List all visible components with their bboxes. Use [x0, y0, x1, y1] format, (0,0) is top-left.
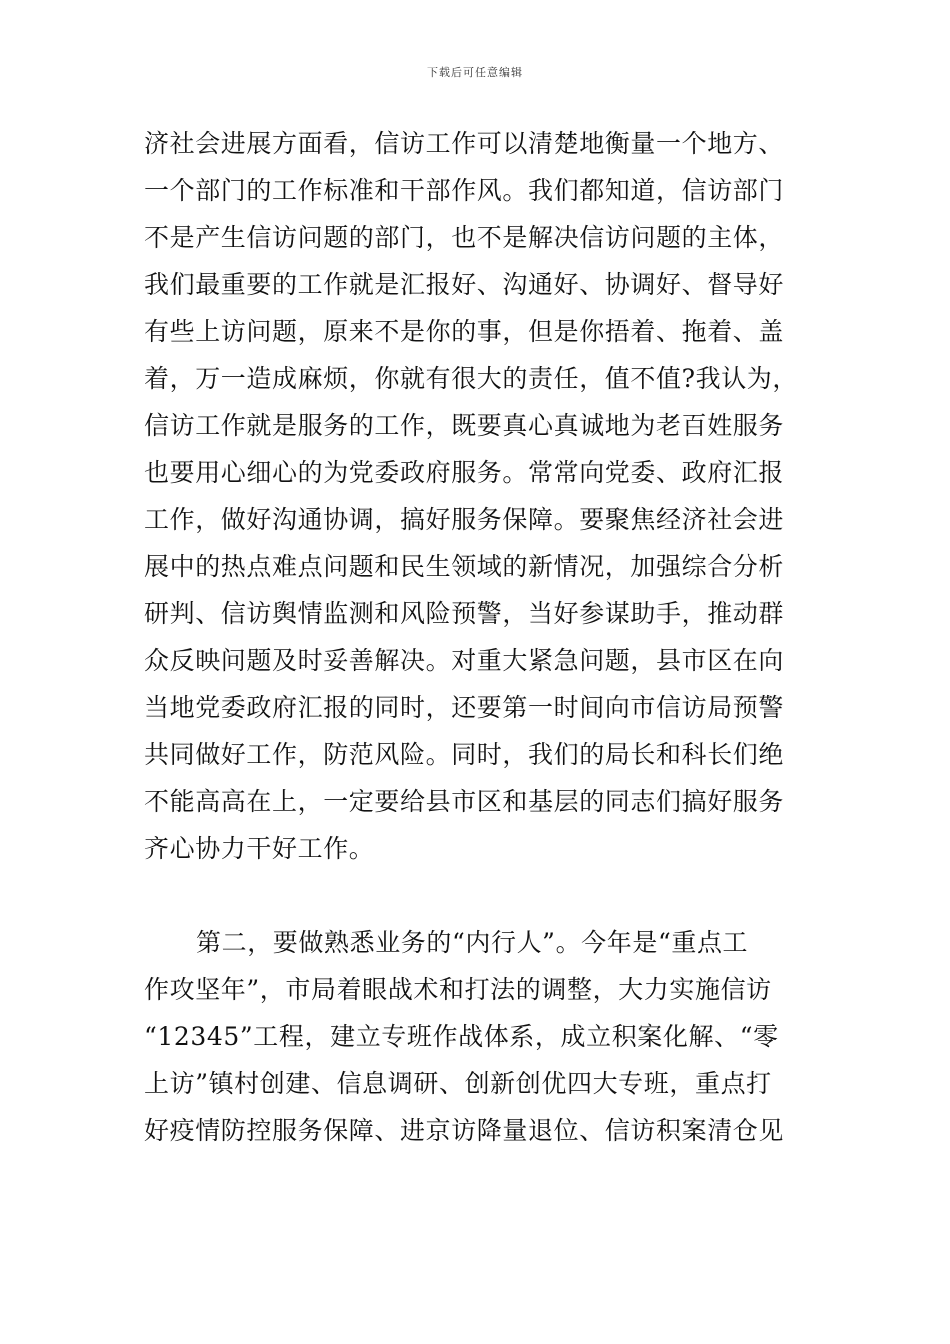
text-line: 众反映问题及时妥善解决。对重大紧急问题，县市区在向 — [144, 646, 785, 675]
text-line: 着，万一造成麻烦，你就有很大的责任，值不值?我认为， — [144, 364, 799, 393]
text-line: 好疫情防控服务保障、进京访降量退位、信访积案清仓见 — [144, 1116, 785, 1145]
paragraph-gap — [144, 880, 824, 927]
paragraph-2 — [144, 927, 824, 1146]
text-line: 信访工作就是服务的工作，既要真心真诚地为老百姓服务 — [144, 411, 785, 440]
text-line: 齐心协力干好工作。 — [144, 834, 375, 863]
text-line: 不能高高在上，一定要给县市区和基层的同志们搞好服务 — [144, 787, 785, 816]
text-line: 当地党委政府汇报的同时，还要第一时间向市信访局预警 — [144, 693, 785, 722]
text-line: 工作，做好沟通协调，搞好服务保障。要聚焦经济社会进 — [144, 505, 785, 534]
text-line: “12345”工程，建立专班作战体系，成立积案化解、“零 — [144, 1022, 779, 1051]
text-line-indented: 第二，要做熟悉业务的“内行人”。今年是“重点工 — [196, 928, 749, 957]
paragraph-1 — [144, 128, 824, 864]
text-line: 上访”镇村创建、信息调研、创新创优四大专班，重点打 — [144, 1069, 772, 1098]
text-line: 也要用心细心的为党委政府服务。常常向党委、政府汇报 — [144, 458, 785, 487]
text-line: 有些上访问题，原来不是你的事，但是你捂着、拖着、盖 — [144, 317, 785, 346]
text-line: 济社会进展方面看，信访工作可以清楚地衡量一个地方、 — [144, 129, 785, 158]
text-line: 不是产生信访问题的部门，也不是解决信访问题的主体， — [144, 223, 785, 252]
document-body — [144, 128, 824, 1162]
text-line: 共同做好工作，防范风险。同时，我们的局长和科长们绝 — [144, 740, 785, 769]
text-line: 一个部门的工作标准和干部作风。我们都知道，信访部门 — [144, 176, 785, 205]
page-header: 下载后可任意编辑 — [427, 66, 523, 79]
text-line: 我们最重要的工作就是汇报好、沟通好、协调好、督导好 — [144, 270, 785, 299]
text-line: 研判、信访舆情监测和风险预警，当好参谋助手，推动群 — [144, 599, 785, 628]
text-line: 展中的热点难点问题和民生领域的新情况，加强综合分析 — [144, 552, 785, 581]
text-line: 作攻坚年”，市局着眼战术和打法的调整，大力实施信访 — [144, 975, 772, 1004]
